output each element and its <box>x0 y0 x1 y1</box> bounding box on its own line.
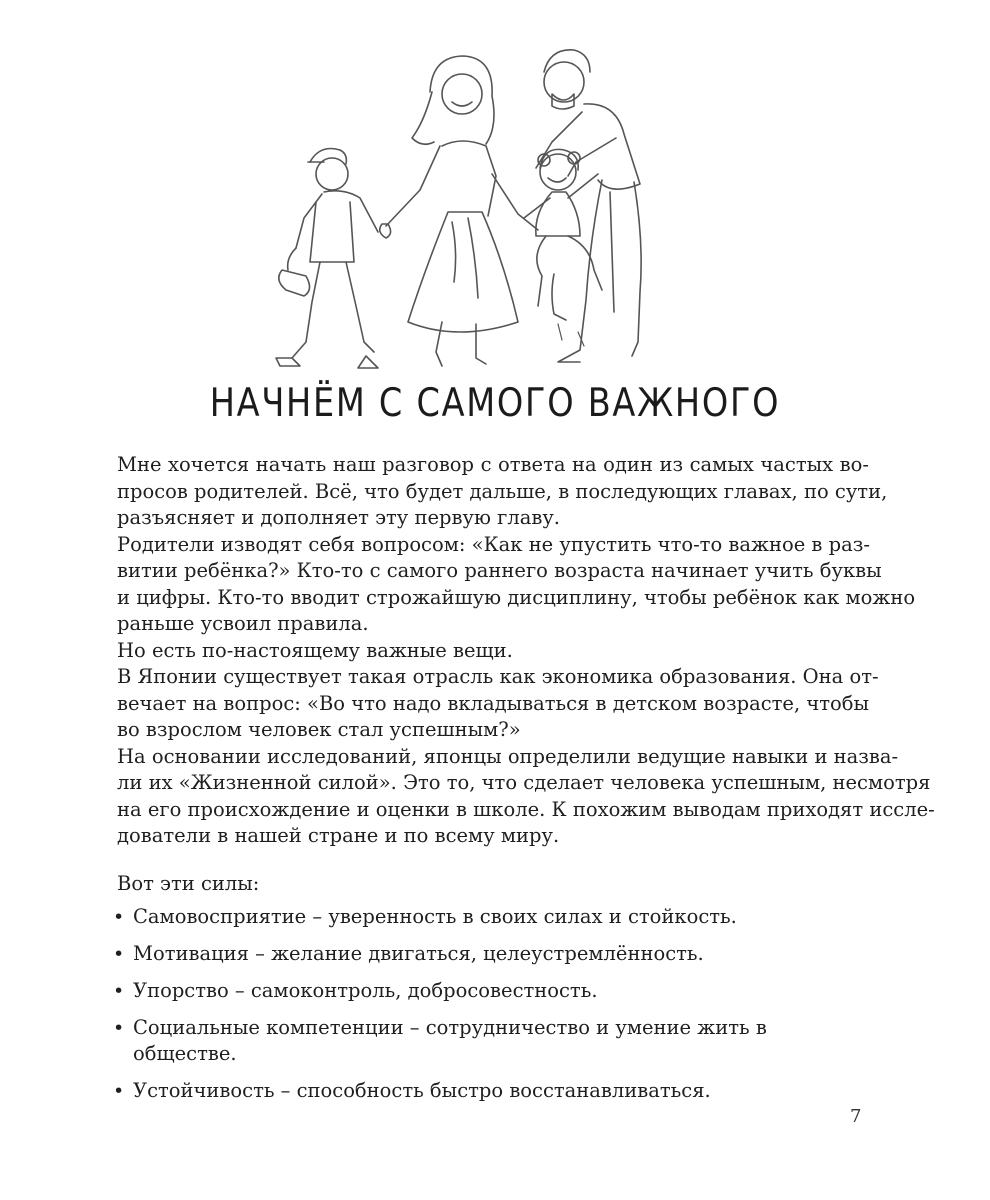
text-line: На основании исследований, японцы определили ведущие навыки и назва- <box>117 744 899 768</box>
bullet-icon: • <box>113 906 125 928</box>
paragraph <box>117 664 879 744</box>
paragraph <box>117 532 916 638</box>
list-item <box>113 904 873 930</box>
boy-figure <box>276 149 378 369</box>
family-illustration <box>262 42 670 372</box>
text-line: и цифры. Кто-то вводит строжайшую дисциплину, чтобы ребёнок как можно <box>117 585 916 609</box>
list-intro: Вот эти силы: <box>117 872 260 895</box>
text-line: вечает на вопрос: «Во что надо вкладываться в детском возрасте, чтобы <box>117 691 870 715</box>
chapter-title: НАЧНЁМ С САМОГО ВАЖНОГО <box>209 381 781 426</box>
skills-list <box>113 904 873 1115</box>
bullet-icon: • <box>113 943 125 965</box>
family-walking-sketch-icon <box>262 42 670 372</box>
paragraph <box>117 638 869 665</box>
text-line: Родители изводят себя вопросом: «Как не упустить что-то важное в раз- <box>117 532 870 556</box>
body-text <box>117 452 935 850</box>
list-item <box>113 1078 873 1104</box>
text-line: Но есть по-настоящему важные вещи. <box>117 638 513 662</box>
text-line: витии ребёнка?» Кто-то с самого раннего возраста начинает учить буквы <box>117 559 882 582</box>
text-line: во взрослом человек стал успешным?» <box>117 718 521 741</box>
list-item-text: Упорство – самоконтроль, добросовестность. <box>133 979 598 1002</box>
list-item <box>113 941 873 967</box>
list-item <box>113 978 873 1004</box>
text-line: на его происхождение и оценки в школе. К похожим выводам приходят иссле- <box>117 797 935 821</box>
text-line: Мне хочется начать наш разговор с ответа на один из самых частых во- <box>117 453 869 476</box>
text-line: раньше усвоил правила. <box>117 612 369 635</box>
text-line: просов родителей. Всё, что будет дальше, в последующих главах, по сути, <box>117 479 888 503</box>
text-line: разъясняет и дополняет эту первую главу. <box>117 506 560 529</box>
list-item-text: Социальные компетенции – сотрудничество и умение жить в обществе. <box>133 1016 767 1065</box>
text-line: В Японии существует такая отрасль как экономика образования. Она от- <box>117 665 879 688</box>
page-number: 7 <box>850 1106 862 1127</box>
text-line: ли их «Жизненной силой». Это то, что сделает человека успешным, несмотря <box>117 771 931 794</box>
text-line: дователи в нашей стране и по всему миру. <box>117 824 560 847</box>
bullet-icon: • <box>113 1017 125 1039</box>
list-item-text: Самовосприятие – уверенность в своих силах и стойкость. <box>133 905 737 928</box>
mother-figure <box>380 56 538 366</box>
father-figure <box>536 50 641 362</box>
bullet-icon: • <box>113 980 125 1002</box>
list-item <box>113 1015 873 1067</box>
list-item-text: Устойчивость – способность быстро восстанавливаться. <box>133 1079 711 1102</box>
bullet-icon: • <box>113 1080 125 1102</box>
paragraph <box>117 452 888 532</box>
paragraph <box>117 744 935 850</box>
list-item-text: Мотивация – желание двигаться, целеустремлённость. <box>133 942 704 965</box>
